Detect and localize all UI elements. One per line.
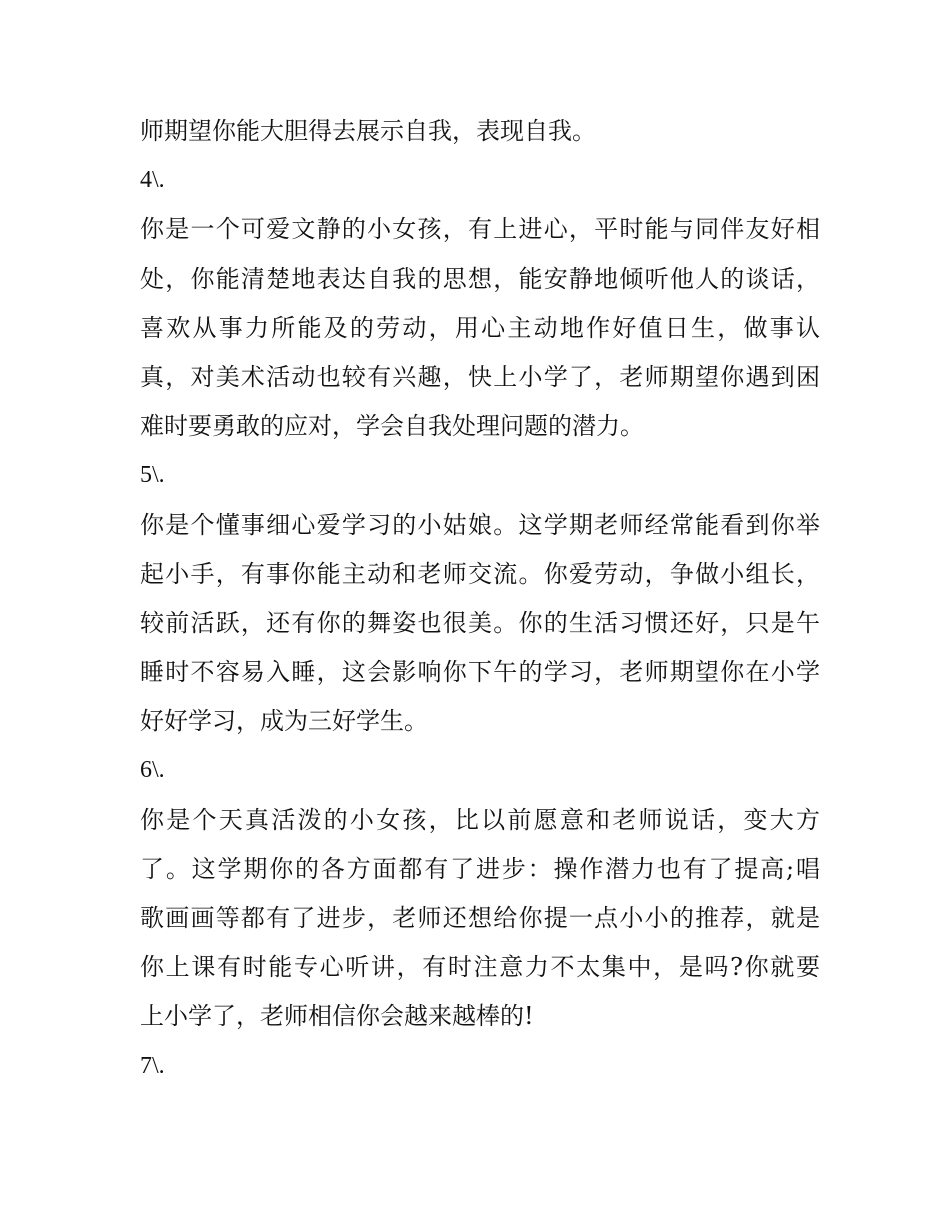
- section-number: 5\.: [140, 462, 165, 489]
- text-line: 了。这学期你的各方面都有了进步：操作潜力也有了提高;唱: [140, 854, 820, 883]
- text-line: 真，对美术活动也较有兴趣，快上小学了，老师期望你遇到困: [140, 362, 820, 391]
- document-body: [140, 107, 820, 1091]
- text-line: 喜欢从事力所能及的劳动，用心主动地作好值日生，做事认: [140, 313, 820, 342]
- section-number: 6\.: [140, 757, 165, 784]
- text-line: 歌画画等都有了进步，老师还想给你提一点小小的推荐，就是: [140, 904, 820, 932]
- text-line: 你是一个可爱文静的小女孩，有上进心，平时能与同伴友好相: [140, 215, 820, 244]
- section-number: 4\.: [140, 167, 165, 194]
- text-line: 上小学了，老师相信你会越来越棒的!: [140, 1002, 534, 1031]
- text-line: 你上课有时能专心听讲，有时注意力不太集中，是吗?你就要: [140, 953, 820, 982]
- section-number: 7\.: [140, 1052, 165, 1079]
- text-line: 师期望你能大胆得去展示自我，表现自我。: [140, 117, 596, 145]
- text-line: 处，你能清楚地表达自我的思想，能安静地倾听他人的谈话，: [140, 264, 820, 293]
- text-line: 你是个天真活泼的小女孩，比以前愿意和老师说话，变大方: [140, 805, 820, 834]
- text-line: 起小手，有事你能主动和老师交流。你爱劳动，争做小组长，: [140, 559, 820, 588]
- text-line: 你是个懂事细心爱学习的小姑娘。这学期老师经常能看到你举: [140, 510, 820, 539]
- text-line: 难时要勇敢的应对，学会自我处理问题的潜力。: [140, 412, 644, 441]
- text-line: 睡时不容易入睡，这会影响你下午的学习，老师期望你在小学: [140, 658, 820, 687]
- text-line: 好好学习，成为三好学生。: [140, 707, 428, 736]
- text-line: 较前活跃，还有你的舞姿也很美。你的生活习惯还好，只是午: [140, 608, 820, 637]
